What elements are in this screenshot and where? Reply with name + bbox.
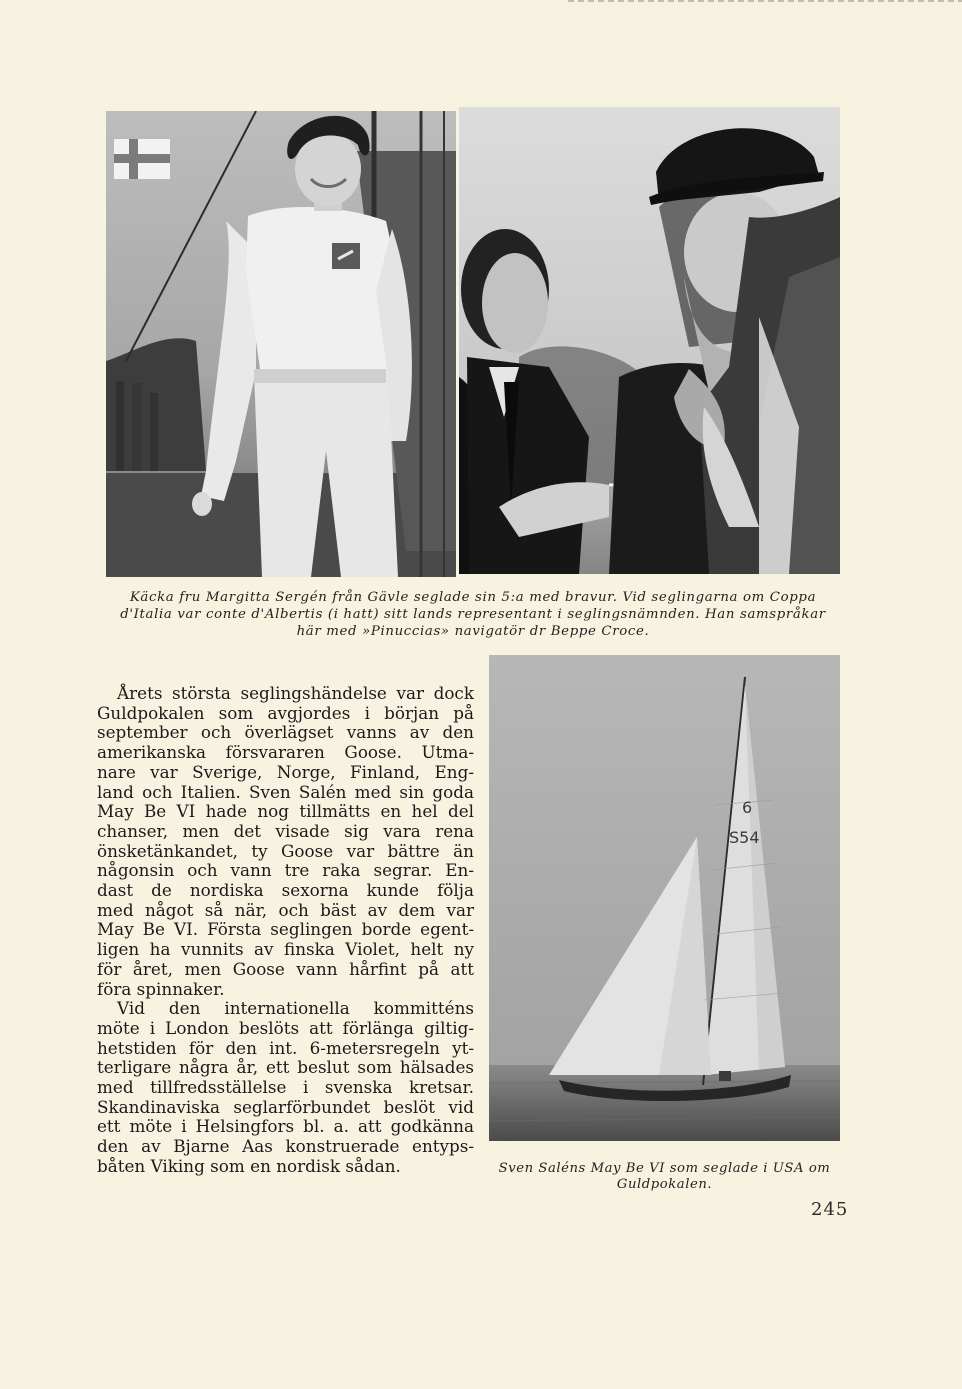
body-line: med tillfredsställelse i svenska kretsar. bbox=[97, 1077, 474, 1098]
top-photo-caption bbox=[106, 589, 840, 640]
body-line: Vid den internationella kommitténs bbox=[117, 998, 474, 1019]
body-line: chanser, men det visade sig vara rena bbox=[97, 820, 474, 841]
sail-number-top: 6 bbox=[742, 798, 753, 817]
body-line: Årets största seglingshändelse var dock bbox=[117, 683, 474, 703]
body-line: september och överlägset vanns av den bbox=[97, 722, 474, 743]
body-line: nare var Sverige, Norge, Finland, Eng- bbox=[97, 761, 474, 782]
body-line: möte i London beslöts att förlänga giltig- bbox=[97, 1017, 474, 1038]
top-edge-rule bbox=[568, 0, 962, 2]
body-line: båten Viking som en nordisk sådan. bbox=[97, 1155, 401, 1176]
caption-top-line-1: Käcka fru Margitta Sergén från Gävle seglade sin 5:a med bravur. Vid seglingarna om Coppa bbox=[129, 590, 817, 605]
article-body bbox=[97, 684, 474, 1177]
caption-top-line-3: här med »Pinuccias» navigatör dr Beppe Croce. bbox=[296, 624, 650, 639]
body-line: land och Italien. Sven Salén med sin goda bbox=[97, 781, 474, 802]
sail-photo-caption bbox=[489, 1161, 840, 1193]
body-line: amerikanska försvararen Goose. Utma- bbox=[97, 742, 474, 763]
body-line: Guldpokalen som avgjordes i början på bbox=[97, 702, 474, 723]
photo-conte-dalbertis bbox=[459, 107, 840, 574]
body-line: dast de nordiska sexorna kunde följa bbox=[97, 880, 474, 901]
caption-sail-line-1: Sven Saléns May Be VI som seglade i USA om bbox=[498, 1161, 831, 1176]
photo-conte-dalbertis-image bbox=[459, 107, 840, 574]
swedish-flag-icon bbox=[114, 139, 170, 179]
photo-may-be-vi-image bbox=[489, 655, 840, 1141]
body-line: terligare några år, ett beslut som hälsades bbox=[97, 1057, 474, 1078]
body-line: någonsin och vann tre raka segrar. En- bbox=[97, 860, 474, 881]
body-line: May Be VI hade nog tillmätts en hel del bbox=[97, 801, 474, 822]
caption-sail-line-2: Guldpokalen. bbox=[616, 1177, 713, 1192]
body-line: den av Bjarne Aas konstruerade entyps- bbox=[97, 1136, 474, 1157]
body-line: May Be VI. Första seglingen borde egent- bbox=[97, 919, 474, 940]
photo-may-be-vi-sailboat bbox=[489, 655, 840, 1141]
body-line: ligen ha vunnits av finska Violet, helt ny bbox=[97, 939, 474, 960]
body-line: ett möte i Helsingfors bl. a. att godkänna bbox=[97, 1116, 474, 1137]
body-line: för året, men Goose vann hårfint på att bbox=[97, 958, 474, 979]
body-line: Skandinaviska seglarförbundet beslöt vid bbox=[97, 1096, 474, 1117]
body-line: önsketänkandet, ty Goose var bättre än bbox=[97, 840, 474, 861]
caption-top-line-2: d'Italia var conte d'Albertis (i hatt) sitt lands representant i seglingsnämnden. Han samspråkar bbox=[120, 607, 826, 622]
photo-margitta-sergen bbox=[106, 111, 456, 577]
page-number: 245 bbox=[811, 1199, 849, 1220]
body-line: föra spinnaker. bbox=[97, 978, 225, 999]
body-line: hetstiden för den int. 6-metersregeln yt- bbox=[97, 1037, 474, 1058]
photo-margitta-sergen-image bbox=[106, 111, 456, 577]
sail-number: S54 bbox=[729, 828, 760, 847]
body-line: med något så när, och bäst av dem var bbox=[97, 899, 474, 920]
